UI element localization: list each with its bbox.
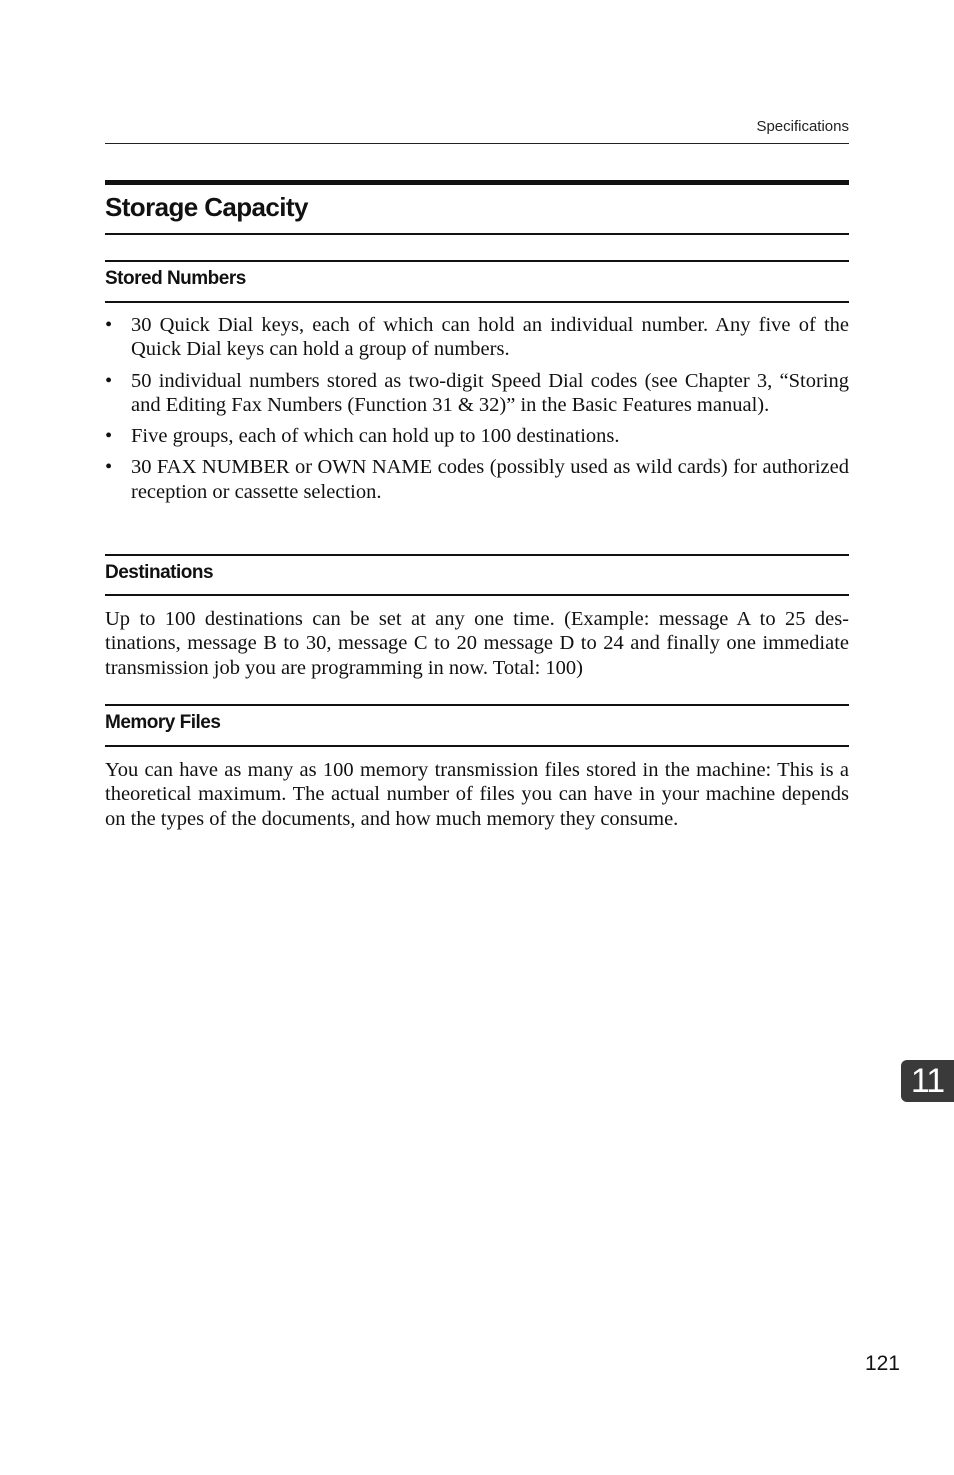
list-item: [105, 313, 849, 362]
destinations-paragraph: Up to 100 destinations can be set at any one time. (Example: message A to 25 destinations, message B to 30, message C to 20 message D to 24 and finally one immediate transmission job you are programming in now. Total: 100): [105, 608, 849, 679]
header-rule: [105, 143, 849, 144]
bullet-icon: •: [105, 314, 113, 336]
list-item-text: 50 individual numbers stored as two-digit Speed Dial codes (see Chapter 3, “Storing and Editing Fax Numbers (Function 31 & 32)” in the Basic Features manual).: [131, 369, 849, 416]
list-item: [105, 424, 849, 448]
running-header: Specifications: [756, 118, 849, 135]
destinations-bottom-rule: [105, 594, 849, 596]
list-item: [105, 369, 849, 418]
destinations-top-rule: [105, 554, 849, 556]
memory-files-heading: Memory Files: [105, 712, 221, 733]
bullet-icon: •: [105, 425, 113, 448]
list-item: [105, 455, 849, 504]
section-title-rule: [105, 233, 849, 235]
list-item-text: 30 FAX NUMBER or OWN NAME codes (possibly used as wild cards) for authorized reception or cassette selection.: [131, 456, 849, 503]
list-item-text: 30 Quick Dial keys, each of which can hold an individual number. Any five of the Quick Dial keys can hold a group of numbers.: [131, 314, 849, 361]
memory-files-paragraph: You can have as many as 100 memory transmission files stored in the machine: This is a theoretical maximum. The actual number of files you can have in your machine depends on the types of the documents, and how much memory they consume.: [105, 759, 849, 830]
stored-numbers-bottom-rule: [105, 301, 849, 303]
bullet-icon: •: [105, 456, 113, 479]
stored-numbers-list: [105, 313, 849, 511]
section-title-bar: [105, 180, 849, 185]
section-title: Storage Capacity: [105, 192, 308, 222]
memory-files-top-rule: [105, 704, 849, 706]
list-item-text: Five groups, each of which can hold up to 100 destinations.: [131, 425, 620, 448]
stored-numbers-top-rule: [105, 260, 849, 262]
destinations-heading: Destinations: [105, 562, 214, 583]
stored-numbers-heading: Stored Numbers: [105, 268, 246, 289]
chapter-tab: 11: [901, 1060, 954, 1102]
bullet-icon: •: [105, 369, 113, 392]
memory-files-bottom-rule: [105, 745, 849, 747]
page-number: 121: [864, 1352, 900, 1375]
